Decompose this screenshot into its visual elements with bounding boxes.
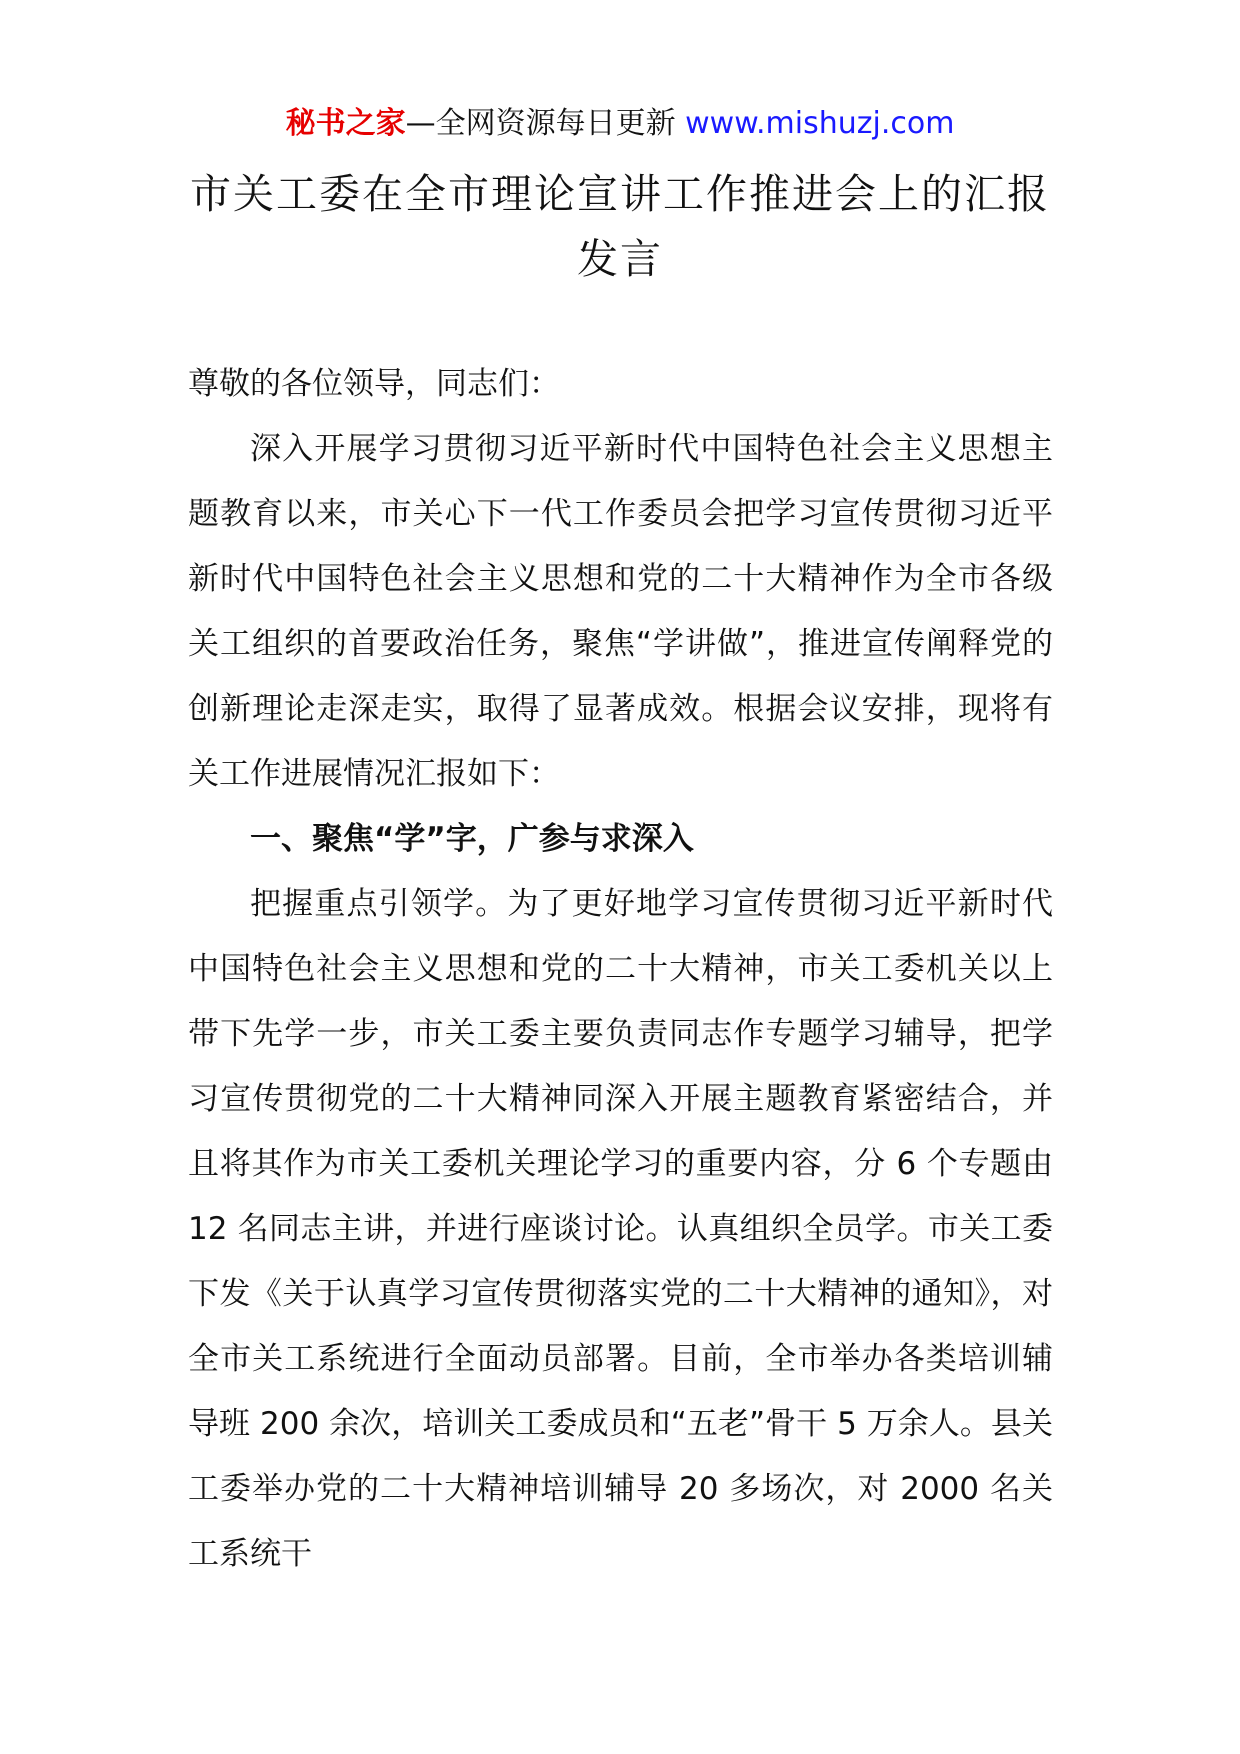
brand-url-link[interactable]: www.mishuzj.com: [685, 106, 955, 141]
site-watermark-header: [0, 104, 1240, 144]
document-body: [188, 352, 1053, 1587]
section-paragraph: 把握重点引领学。为了更好地学习宣传贯彻习近平新时代中国特色社会主义思想和党的二十大精神，市关工委机关以上带下先学一步，市关工委主要负责同志作专题学习辅导，把学习宣传贯彻党的二十大精神同深入开展主题教育紧密结合，并且将其作为市关工委机关理论学习的重要内容，分 6 个专题由 12 名同志主讲，并进行座谈讨论。认真组织全员学。市关工委下发《关于认真学习宣传贯彻落实党的二十大精神的通知》，对全市关工系统进行全面动员部署。目前，全市举办各类培训辅导班 200 余次，培训关工委成员和“五老”骨干 5 万余人。县关工委举办党的二十大精神培训辅导 20 多场次，对 2000 名关工系统干: [188, 886, 1053, 1572]
brand-name: 秘书之家: [285, 106, 406, 141]
intro-paragraph: 深入开展学习贯彻习近平新时代中国特色社会主义思想主题教育以来，市关心下一代工作委员会把学习宣传贯彻习近平新时代中国特色社会主义思想和党的二十大精神作为全市各级关工组织的首要政治任务，聚焦“学讲做”，推进宣传阐释党的创新理论走深走实，取得了显著成效。根据会议安排，现将有关工作进展情况汇报如下：: [188, 431, 1053, 792]
section-heading: 一、聚焦“学”字，广参与求深入: [250, 821, 694, 857]
document-title: 市关工委在全市理论宣讲工作推进会上的汇报发言: [190, 170, 1050, 283]
brand-slogan: —全网资源每日更新: [405, 106, 686, 141]
salutation: 尊敬的各位领导，同志们：: [188, 366, 560, 402]
